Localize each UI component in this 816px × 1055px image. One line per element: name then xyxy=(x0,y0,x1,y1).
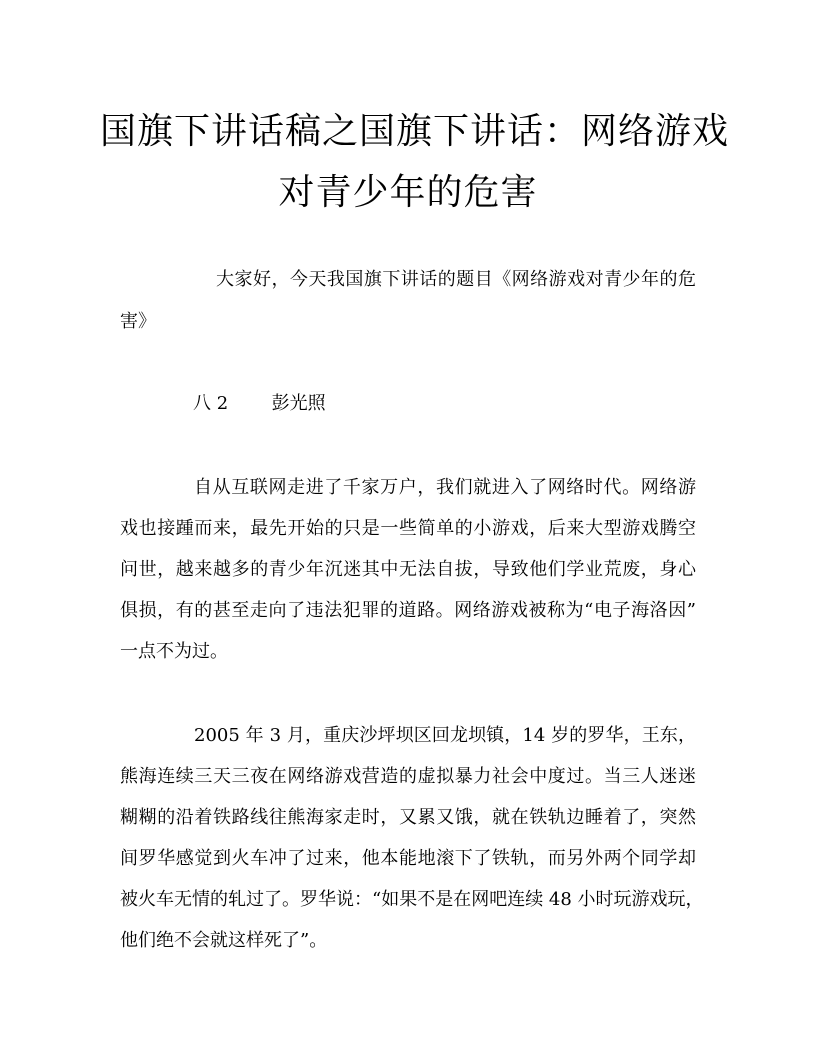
paragraph-2-line-6: 他们绝不会就这样死了”。 xyxy=(120,930,328,951)
paragraph-1-line-5: 一点不为过。 xyxy=(120,641,228,662)
paragraph-2-line-2: 熊海连续三天三夜在网络游戏营造的虚拟暴力社会中度过。当三人迷迷 xyxy=(120,766,696,787)
greeting-line-2: 害》 xyxy=(120,311,156,332)
author-line xyxy=(193,392,769,416)
document-title-line-1: 国旗下讲话稿之国旗下讲话：网络游戏 xyxy=(100,111,730,152)
paragraph-1-line-4: 俱损，有的甚至走向了违法犯罪的道路。网络游戏被称为“电子海洛因” xyxy=(120,600,696,621)
document-title-line-2: 对青少年的危害 xyxy=(278,172,538,213)
paragraph-2-line-4: 间罗华感觉到火车冲了过来，他本能地滚下了铁轨，而另外两个同学却 xyxy=(120,848,696,869)
author-name: 彭光照 xyxy=(271,393,326,414)
greeting-line-1: 大家好，今天我国旗下讲话的题目《网络游戏对青少年的危 xyxy=(216,269,696,290)
paragraph-2-line-5: 被火车无情的轧过了。罗华说：“如果不是在网吧连续 48 小时玩游戏玩， xyxy=(120,889,704,910)
class-label: 八 2 xyxy=(193,393,229,414)
paragraph-1-line-2: 戏也接踵而来，最先开始的只是一些简单的小游戏，后来大型游戏腾空 xyxy=(120,518,696,539)
paragraph-1-line-3: 问世，越来越多的青少年沉迷其中无法自拔，导致他们学业荒废，身心 xyxy=(120,559,696,580)
paragraph-2-line-1: 2005 年 3 月，重庆沙坪坝区回龙坝镇，14 岁的罗华，王东， xyxy=(194,725,696,746)
paragraph-1-line-1: 自从互联网走进了千家万户，我们就进入了网络时代。网络游 xyxy=(194,477,696,498)
paragraph-2-line-3: 糊糊的沿着铁路线往熊海家走时，又累又饿，就在铁轨边睡着了，突然 xyxy=(120,807,696,828)
